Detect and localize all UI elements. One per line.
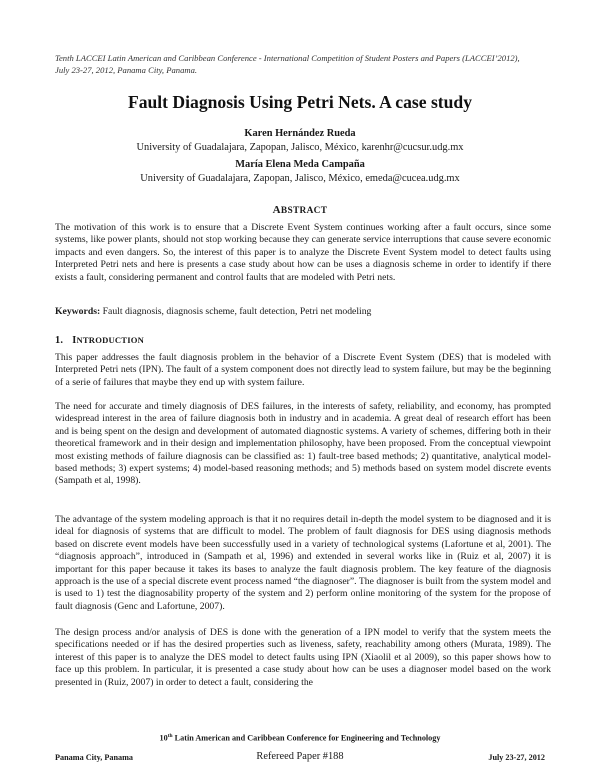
abstract-heading-cap: A — [272, 204, 281, 216]
keywords-label: Keywords: — [55, 306, 101, 317]
intro-paragraph-4: The design process and/or analysis of DES is done with the generation of a IPN model to verify that the system meets the specifications needed or if has the desired properties such as liveness, safety, reachability among others (Murata, 1989). The interest of this paper is to analyze the DES model to detect faults using IPN (Xiaolil et al 2009), so this paper shows how to face up this problem. In particular, it is presented a case study about how can be uses a diagnoser model based on the work presented in (Ruiz, 2007) in order to detect a fault, considering the — [55, 627, 551, 688]
author-name-2: María Elena Meda Campaña — [235, 159, 365, 170]
footer-conference — [0, 733, 600, 743]
paper-title: Fault Diagnosis Using Petri Nets. A case study — [127, 92, 473, 112]
header-note-line-2: July 23-27, 2012, Panama City, Panama. — [55, 65, 198, 75]
section-heading-introduction — [55, 335, 144, 346]
footer-conference-ordinal: 10 — [159, 733, 168, 743]
keywords — [55, 306, 551, 318]
conference-header-note — [55, 52, 555, 76]
section-title-rest: NTRODUCTION — [76, 335, 145, 345]
intro-paragraph-1: This paper addresses the fault diagnosis problem in the behavior of a Discrete Event System (DES) that is modeled with Interpreted Petri nets (IPN). The fault of a system component does not directly lead to system failure, but may be the beginning of a serie of failures that maybe they end up with system failure. — [55, 352, 551, 388]
section-number: 1. — [55, 335, 64, 346]
abstract-heading-rest: BSTRACT — [280, 206, 328, 216]
abstract-heading — [0, 204, 600, 216]
footer-conference-sup: th — [167, 733, 173, 739]
footer-conference-rest: Latin American and Caribbean Conference for Engineering and Technology — [172, 733, 441, 743]
footer-dates: July 23-27, 2012 — [488, 753, 545, 762]
author-name-1: Karen Hernández Rueda — [244, 128, 356, 139]
footer-paper-ref: Refereed Paper #188 — [256, 751, 344, 762]
section-title-cap: I — [72, 335, 77, 346]
author-affiliation-1: University of Guadalajara, Zapopan, Jalisco, México, karenhr@cucsur.udg.mx — [136, 142, 464, 153]
header-note-line-1: Tenth LACCEI Latin American and Caribbean Conference - International Competition of Student Posters and Papers (LACCEI’2012), — [55, 53, 520, 63]
intro-paragraph-3: The advantage of the system modeling approach is that it no requires detail in-depth the model system to be diagnosed and it is ideal for diagnosis of systems that are difficult to model. The problem of fault diagnosis for DES using diagnosis methods based on discrete event models have been successfully used in a variety of technological systems (Lafortune et al, 2001). The “diagnosis approach”, introduced in (Sampath et al, 1996) and extended in several works like in (Ruiz et al, 2007) it is important for this paper because it takes its bases to analyze the fault diagnosis problem. The key feature of the diagnosis approach is the use of a special discrete event process named “the diagnoser”. The diagnoser is built from the system model and is used to 1) test the diagnosability property of the system and 2) perform online monitoring of the system for the propose of fault diagnosis (Genc and Lafortune, 2007). — [55, 514, 551, 612]
author-affiliation-2: University of Guadalajara, Zapopan, Jalisco, México, emeda@cucea.udg.mx — [140, 173, 460, 184]
intro-paragraph-2: The need for accurate and timely diagnosis of DES failures, in the interests of safety, reliability, and economy, has prompted widespread interest in the area of failure diagnosis both in industry and in academia. A great deal of research effort has been and is being spent on the design and development of automated diagnostic systems. A variety of schemes, differing both in their theoretical framework and in their design and implementation philosophy, have been proposed. From the conceptual viewpoint most existing methods of failure diagnosis can be classified as: 1) fault-tree based methods; 2) quantitative, analytical model-based methods; 3) expert systems; 4) model-based reasoning methods; and 5) methods based on system model discrete events (Sampath et al, 1998). — [55, 401, 551, 487]
abstract-text: The motivation of this work is to ensure that a Discrete Event System continues working after a fault occurs, since some systems, like power plants, should not stop working because they can generate service interruptions that cause severe economic impacts and even dangers. So, the interest of this paper is to analyze the Discrete Event System model to detect faults using Interpreted Petri nets and here is presents a case study about how can be uses a diagnosis scheme in order to identify if there exists a fault, considering permanent and control faults that are modeled with Petri nets. — [55, 222, 551, 283]
keywords-text: Fault diagnosis, diagnosis scheme, fault detection, Petri net modeling — [100, 306, 372, 317]
footer-location: Panama City, Panama — [55, 753, 134, 762]
